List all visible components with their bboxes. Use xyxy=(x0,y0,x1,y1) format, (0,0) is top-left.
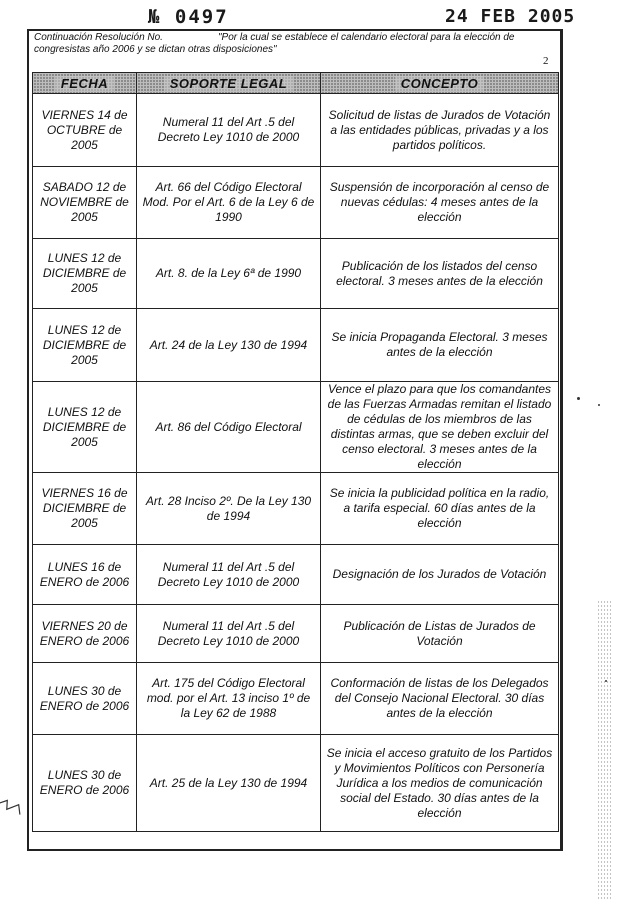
page-number: 2 xyxy=(543,55,549,67)
concepto-cell: Publicación de los listados del censo electoral. 3 meses antes de la elección xyxy=(321,239,559,309)
concepto-cell: Vence el plazo para que los comandantes de las Fuerzas Armadas remitan el listado de cédulas de los miembros de las distintas armas, que se deben excluir del censo electoral. 3 meses antes de la elección xyxy=(321,382,559,473)
concepto-cell: Se inicia Propaganda Electoral. 3 meses antes de la elección xyxy=(321,309,559,382)
table-row xyxy=(33,735,559,832)
table-header-row xyxy=(33,73,559,94)
fecha-cell: LUNES 16 de ENERO de 2006 xyxy=(33,545,137,605)
soporte-cell: Art. 24 de la Ley 130 de 1994 xyxy=(137,309,321,382)
fecha-cell: VIERNES 20 de ENERO de 2006 xyxy=(33,605,137,663)
electoral-calendar-table xyxy=(32,72,559,832)
table-row xyxy=(33,309,559,382)
table-row xyxy=(33,473,559,545)
fecha-cell: SABADO 12 de NOVIEMBRE de 2005 xyxy=(33,167,137,239)
resolution-stamp-number: № 0497 xyxy=(148,6,229,28)
soporte-cell: Art. 86 del Código Electoral xyxy=(137,382,321,473)
continuation-header xyxy=(34,32,559,56)
soporte-cell: Numeral 11 del Art .5 del Decreto Ley 1010 de 2000 xyxy=(137,94,321,167)
concepto-cell: Se inicia el acceso gratuito de los Partidos y Movimientos Políticos con Personería Jurídica a los medios de comunicación social del Estado. 30 días antes de la elección xyxy=(321,735,559,832)
column-header-soporte-legal: SOPORTE LEGAL xyxy=(137,73,321,94)
concepto-cell: Suspensión de incorporación al censo de nuevas cédulas: 4 meses antes de la elección xyxy=(321,167,559,239)
column-header-concepto: CONCEPTO xyxy=(321,73,559,94)
scan-edge-shadow xyxy=(597,600,611,900)
fecha-cell: LUNES 12 de DICIEMBRE de 2005 xyxy=(33,239,137,309)
fecha-cell: VIERNES 14 de OCTUBRE de 2005 xyxy=(33,94,137,167)
column-header-fecha: FECHA xyxy=(33,73,137,94)
soporte-cell: Art. 175 del Código Electoral mod. por el Art. 13 inciso 1º de la Ley 62 de 1988 xyxy=(137,663,321,735)
fecha-cell: LUNES 12 de DICIEMBRE de 2005 xyxy=(33,309,137,382)
soporte-cell: Art. 66 del Código Electoral Mod. Por el Art. 6 de la Ley 6 de 1990 xyxy=(137,167,321,239)
soporte-cell: Art. 8. de la Ley 6ª de 1990 xyxy=(137,239,321,309)
soporte-cell: Numeral 11 del Art .5 del Decreto Ley 1010 de 2000 xyxy=(137,605,321,663)
concepto-cell: Se inicia la publicidad política en la radio, a tarifa especial. 60 días antes de la elección xyxy=(321,473,559,545)
concepto-cell: Publicación de Listas de Jurados de Votación xyxy=(321,605,559,663)
continuation-title: "Por la cual se establece el calendario electoral para la elección de congresistas año 2006 y se dictan otras disposiciones" xyxy=(34,32,515,55)
scan-speck xyxy=(577,397,580,400)
soporte-cell: Art. 28 Inciso 2º. De la Ley 130 de 1994 xyxy=(137,473,321,545)
concepto-cell: Conformación de listas de los Delegados del Consejo Nacional Electoral. 30 días antes de la elección xyxy=(321,663,559,735)
soporte-cell: Numeral 11 del Art .5 del Decreto Ley 1010 de 2000 xyxy=(137,545,321,605)
fecha-cell: LUNES 30 de ENERO de 2006 xyxy=(33,663,137,735)
table-row xyxy=(33,545,559,605)
resolution-stamp-date: 24 FEB 2005 xyxy=(445,6,576,27)
table-row xyxy=(33,605,559,663)
continuation-label: Continuación Resolución No. xyxy=(34,32,163,43)
fecha-cell: VIERNES 16 de DICIEMBRE de 2005 xyxy=(33,473,137,545)
table-row xyxy=(33,94,559,167)
concepto-cell: Designación de los Jurados de Votación xyxy=(321,545,559,605)
margin-scribble xyxy=(0,790,29,822)
fecha-cell: LUNES 12 de DICIEMBRE de 2005 xyxy=(33,382,137,473)
concepto-cell: Solicitud de listas de Jurados de Votación a las entidades públicas, privadas y a los partidos políticos. xyxy=(321,94,559,167)
table-row xyxy=(33,663,559,735)
soporte-cell: Art. 25 de la Ley 130 de 1994 xyxy=(137,735,321,832)
scan-speck xyxy=(598,404,600,406)
table-row xyxy=(33,382,559,473)
table-row xyxy=(33,239,559,309)
table-row xyxy=(33,167,559,239)
fecha-cell: LUNES 30 de ENERO de 2006 xyxy=(33,735,137,832)
